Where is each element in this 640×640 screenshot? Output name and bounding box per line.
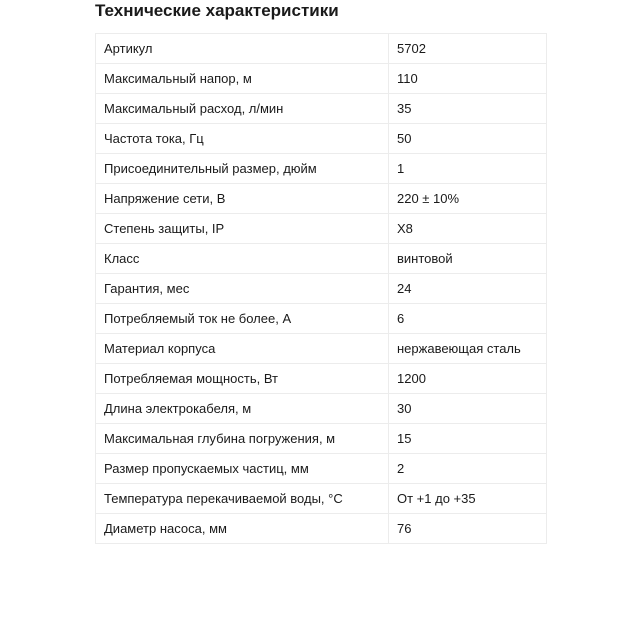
spec-name: Напряжение сети, В xyxy=(96,184,389,214)
spec-name: Максимальный расход, л/мин xyxy=(96,94,389,124)
spec-value: 30 xyxy=(389,394,547,424)
spec-name: Максимальный напор, м xyxy=(96,64,389,94)
table-row xyxy=(96,154,547,184)
table-row xyxy=(96,514,547,544)
table-row xyxy=(96,334,547,364)
spec-value: 6 xyxy=(389,304,547,334)
table-row xyxy=(96,214,547,244)
spec-value: 110 xyxy=(389,64,547,94)
table-row xyxy=(96,304,547,334)
spec-value: 1200 xyxy=(389,364,547,394)
table-row xyxy=(96,34,547,64)
specs-table-body xyxy=(96,34,547,544)
table-row xyxy=(96,484,547,514)
table-row xyxy=(96,424,547,454)
table-row xyxy=(96,94,547,124)
table-row xyxy=(96,364,547,394)
spec-name: Температура перекачиваемой воды, °С xyxy=(96,484,389,514)
spec-value: 76 xyxy=(389,514,547,544)
spec-name: Максимальная глубина погружения, м xyxy=(96,424,389,454)
spec-name: Частота тока, Гц xyxy=(96,124,389,154)
table-row xyxy=(96,184,547,214)
spec-name: Диаметр насоса, мм xyxy=(96,514,389,544)
page-title: Технические характеристики xyxy=(95,1,339,20)
table-row xyxy=(96,124,547,154)
table-row xyxy=(96,64,547,94)
spec-name: Длина электрокабеля, м xyxy=(96,394,389,424)
spec-value: 35 xyxy=(389,94,547,124)
spec-value: От +1 до +35 xyxy=(389,484,547,514)
spec-name: Материал корпуса xyxy=(96,334,389,364)
spec-name: Степень защиты, IP xyxy=(96,214,389,244)
spec-name: Присоединительный размер, дюйм xyxy=(96,154,389,184)
spec-value: 24 xyxy=(389,274,547,304)
spec-value: нержавеющая сталь xyxy=(389,334,547,364)
spec-value: 220 ± 10% xyxy=(389,184,547,214)
table-row xyxy=(96,274,547,304)
spec-value: винтовой xyxy=(389,244,547,274)
spec-value: X8 xyxy=(389,214,547,244)
spec-value: 50 xyxy=(389,124,547,154)
spec-value: 1 xyxy=(389,154,547,184)
spec-name: Размер пропускаемых частиц, мм xyxy=(96,454,389,484)
spec-value: 2 xyxy=(389,454,547,484)
table-row xyxy=(96,454,547,484)
spec-name: Гарантия, мес xyxy=(96,274,389,304)
spec-value: 5702 xyxy=(389,34,547,64)
spec-name: Потребляемый ток не более, А xyxy=(96,304,389,334)
table-row xyxy=(96,394,547,424)
spec-value: 15 xyxy=(389,424,547,454)
spec-name: Класс xyxy=(96,244,389,274)
table-row xyxy=(96,244,547,274)
spec-name: Артикул xyxy=(96,34,389,64)
spec-name: Потребляемая мощность, Вт xyxy=(96,364,389,394)
specs-table xyxy=(95,33,547,544)
